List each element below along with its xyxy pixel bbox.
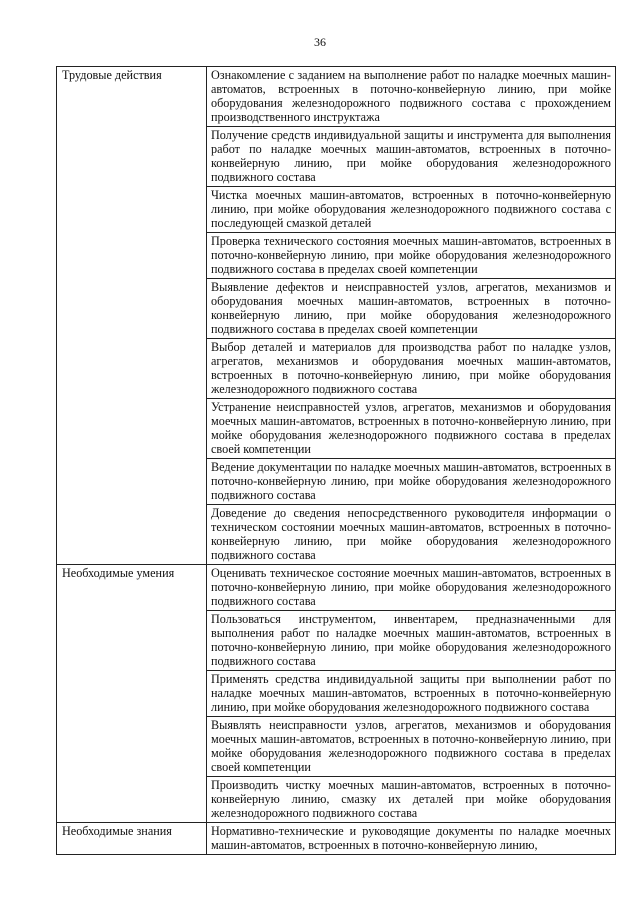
table-cell: Применять средства индивидуальной защиты при выполнении работ по наладке моечных машин-автоматов, встроенных в поточно-конвейерную линию, при мойке оборудования железнодорожного подвижного состава bbox=[207, 671, 616, 717]
section-label-required-knowledge: Необходимые знания bbox=[57, 823, 207, 855]
table-cell: Ведение документации по наладке моечных машин-автоматов, встроенных в поточно-конвейерную линию, при мойке оборудования железнодорожного подвижного состава bbox=[207, 459, 616, 505]
table-cell: Выявлять неисправности узлов, агрегатов, механизмов и оборудования моечных машин-автоматов, встроенных в поточно-конвейерную линию, при мойке оборудования железнодорожного подвижного состава в пределах своей компетенции bbox=[207, 717, 616, 777]
table-cell: Выбор деталей и материалов для производства работ по наладке узлов, агрегатов, механизмов и оборудования моечных машин-автоматов, встроенных в поточно-конвейерную линию, при мойке оборудования железнодорожного подвижного состава bbox=[207, 339, 616, 399]
table-cell: Получение средств индивидуальной защиты и инструмента для выполнения работ по наладке моечных машин-автоматов, встроенных в поточно-конвейерную линию, при мойке оборудования железнодорожного подвижного состава bbox=[207, 127, 616, 187]
table-cell: Выявление дефектов и неисправностей узлов, агрегатов, механизмов и оборудования моечных машин-автоматов, встроенных в поточно-конвейерную линию, при мойке оборудования железнодорожного подвижного состава в пределах своей компетенции bbox=[207, 279, 616, 339]
table-cell: Устранение неисправностей узлов, агрегатов, механизмов и оборудования моечных машин-автоматов, встроенных в поточно-конвейерную линию, при мойке оборудования железнодорожного подвижного состава в пределах своей компетенции bbox=[207, 399, 616, 459]
table-cell: Производить чистку моечных машин-автоматов, встроенных в поточно-конвейерную линию, смазку их деталей при мойке оборудования железнодорожного подвижного состава bbox=[207, 777, 616, 823]
table-row bbox=[57, 823, 616, 855]
job-description-table bbox=[56, 66, 616, 855]
table-cell: Ознакомление с заданием на выполнение работ по наладке моечных машин-автоматов, встроенных в поточно-конвейерную линию, при мойке оборудования железнодорожного подвижного состава с прохождением производственного инструктажа bbox=[207, 67, 616, 127]
table-row bbox=[57, 565, 616, 611]
table-cell: Доведение до сведения непосредственного руководителя информации о техническом состоянии моечных машин-автоматов, встроенных в поточно-конвейерную линию, при мойке оборудования железнодорожного подвижного состава bbox=[207, 505, 616, 565]
table-row bbox=[57, 67, 616, 127]
section-label-labor-actions: Трудовые действия bbox=[57, 67, 207, 565]
table-cell: Оценивать техническое состояние моечных машин-автоматов, встроенных в поточно-конвейерную линию, при мойке оборудования железнодорожного подвижного состава bbox=[207, 565, 616, 611]
table-cell: Пользоваться инструментом, инвентарем, предназначенными для выполнения работ по наладке моечных машин-автоматов, встроенных в поточно-конвейерную линию, при мойке оборудования железнодорожного подвижного состава bbox=[207, 611, 616, 671]
table-cell: Проверка технического состояния моечных машин-автоматов, встроенных в поточно-конвейерную линию, при мойке оборудования железнодорожного подвижного состава в пределах своей компетенции bbox=[207, 233, 616, 279]
section-label-required-skills: Необходимые умения bbox=[57, 565, 207, 823]
table-cell: Нормативно-технические и руководящие документы по наладке моечных машин-автоматов, встроенных в поточно-конвейерную линию, bbox=[207, 823, 616, 855]
page-number: 36 bbox=[314, 35, 326, 49]
table-cell: Чистка моечных машин-автоматов, встроенных в поточно-конвейерную линию, при мойке оборудования железнодорожного подвижного состава с последующей смазкой деталей bbox=[207, 187, 616, 233]
